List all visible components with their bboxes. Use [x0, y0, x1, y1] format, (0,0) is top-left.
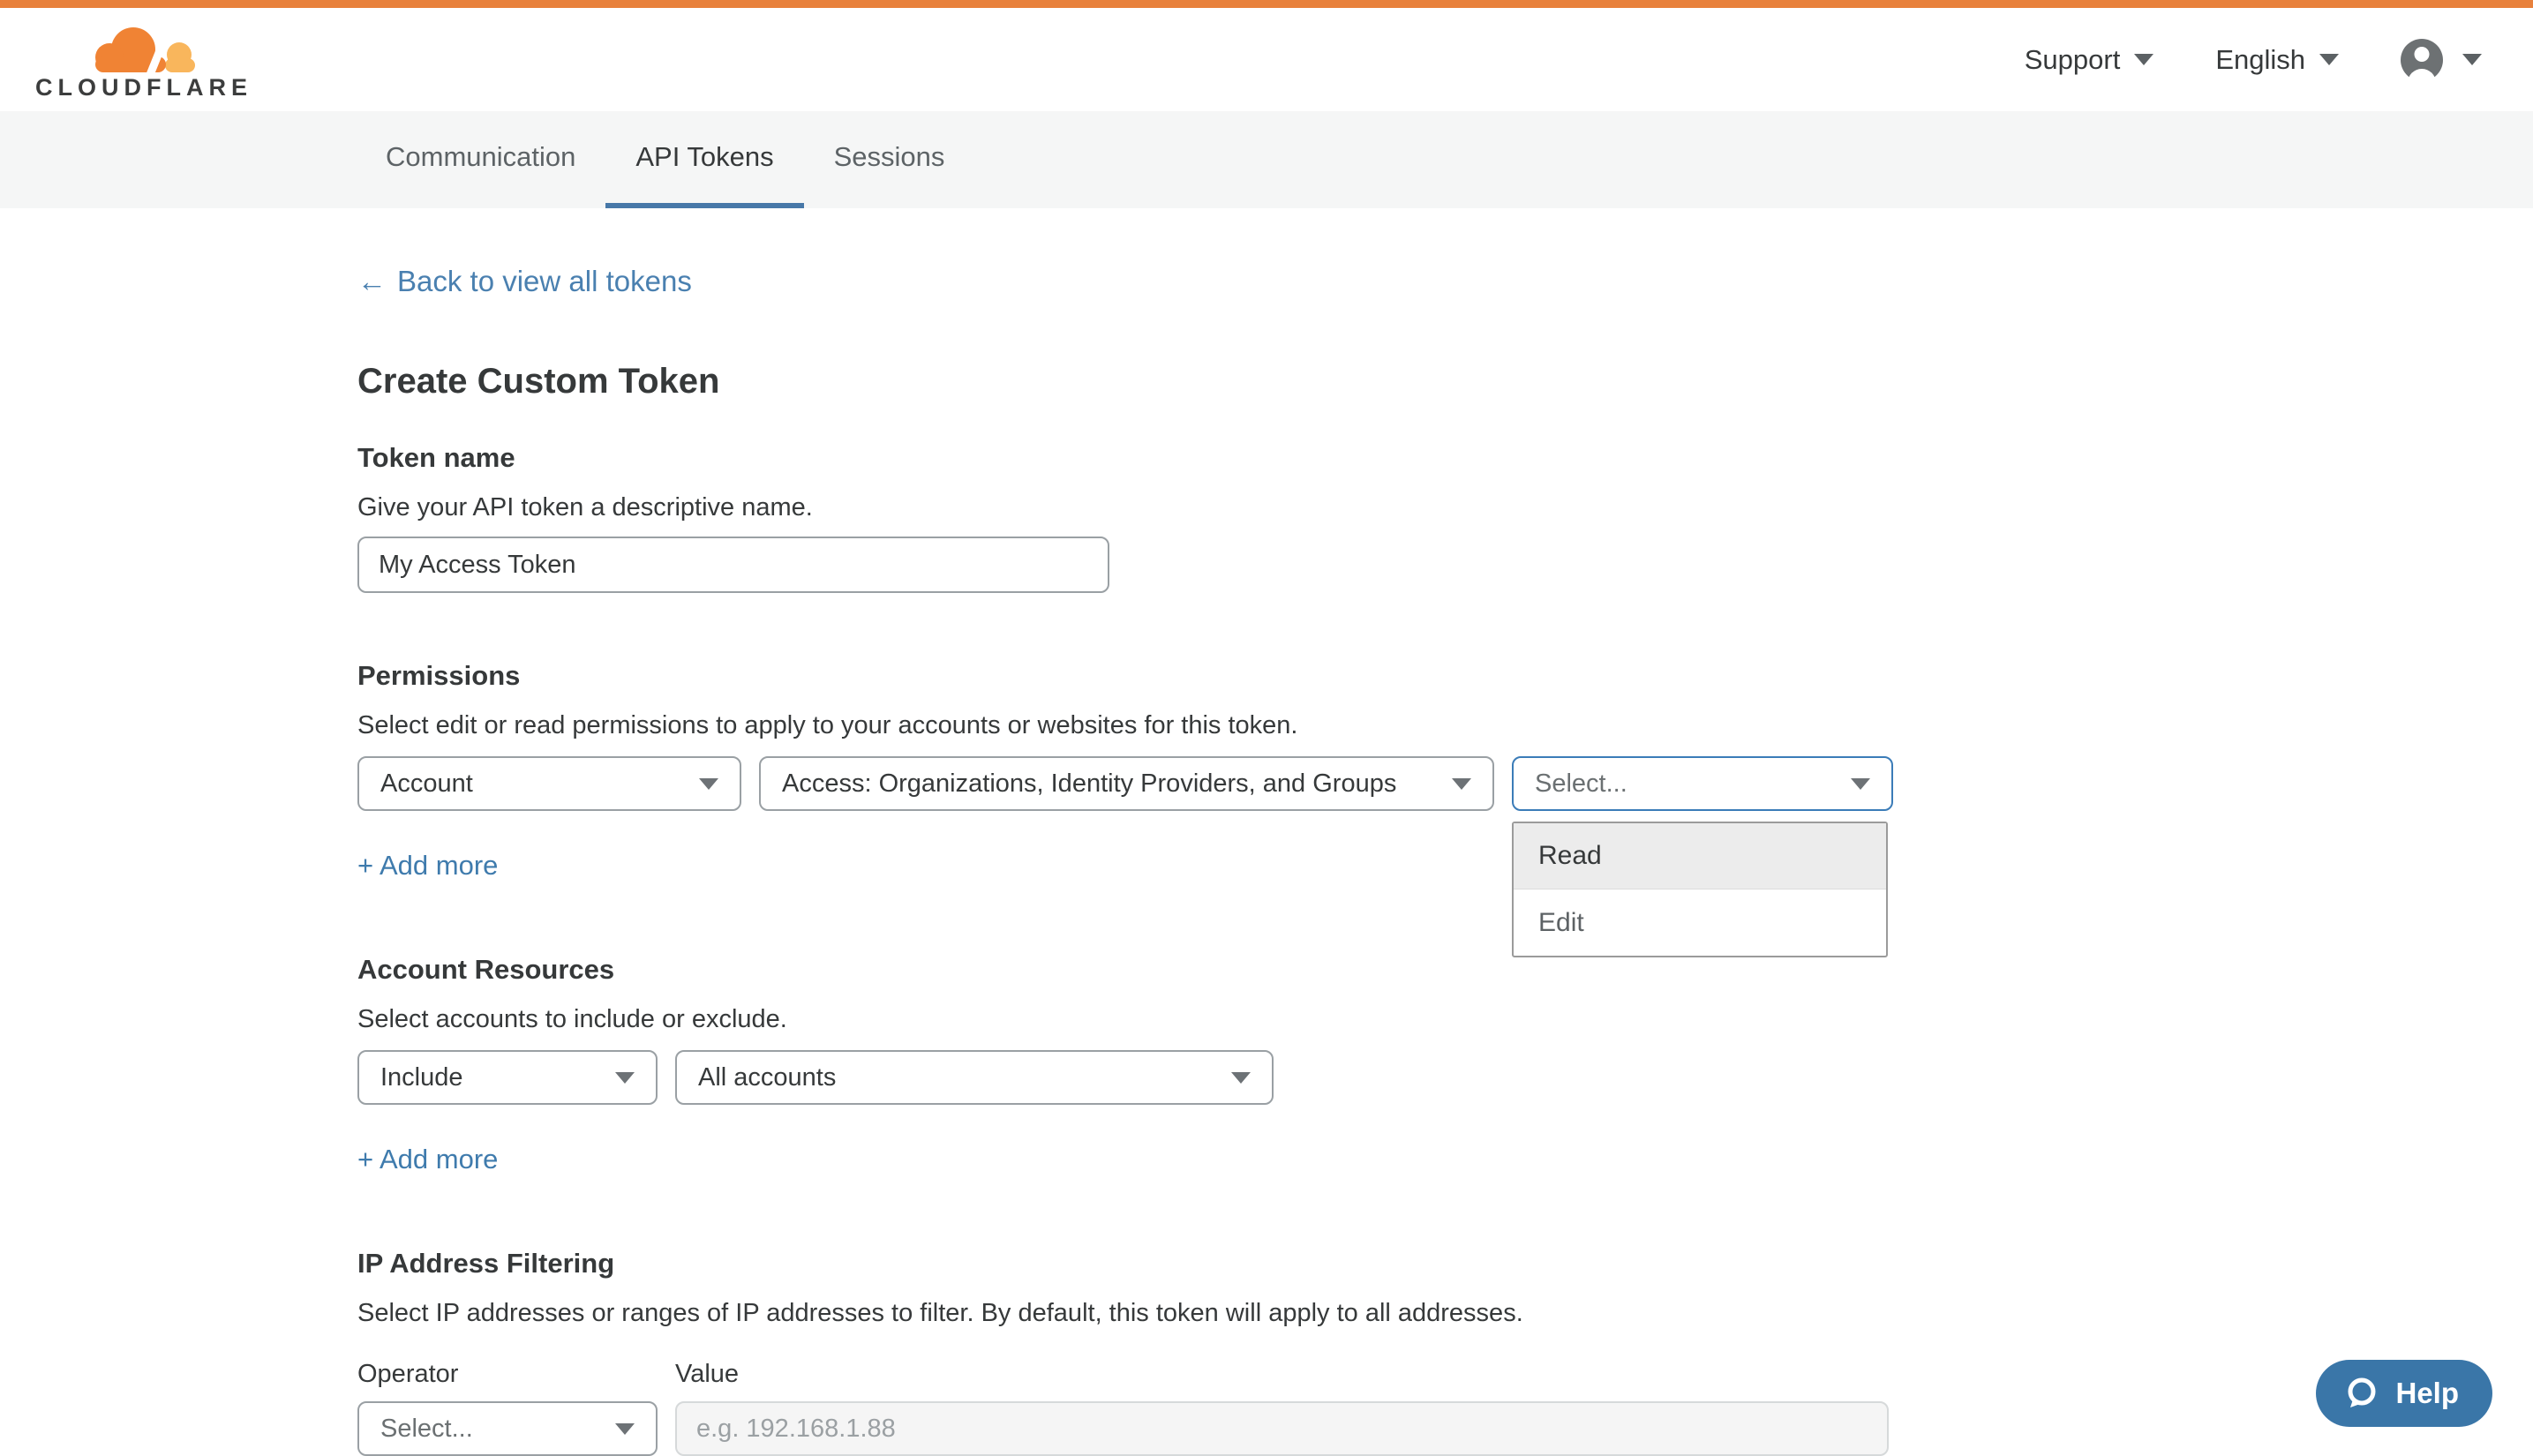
permission-scope-value: Access: Organizations, Identity Providers, and Groups [782, 769, 1397, 798]
language-menu[interactable] [2215, 44, 2339, 76]
cloudflare-cloud-icon [77, 23, 211, 76]
chevron-down-icon [2319, 54, 2339, 65]
permissions-description: Select edit or read permissions to apply to your accounts or websites for this token. [357, 711, 1298, 739]
cloudflare-wordmark: CLOUDFLARE [35, 74, 252, 101]
permission-type-value: Account [380, 769, 473, 798]
back-to-tokens-link[interactable] [357, 265, 692, 298]
ip-operator-placeholder: Select... [380, 1414, 473, 1443]
token-name-description: Give your API token a descriptive name. [357, 493, 813, 522]
ip-operator-select[interactable] [357, 1401, 658, 1456]
ip-value-input[interactable] [675, 1401, 1889, 1456]
cloudflare-logo[interactable] [35, 23, 252, 101]
resource-mode-value: Include [380, 1062, 463, 1092]
resource-accounts-select[interactable] [675, 1050, 1274, 1105]
chevron-down-icon [615, 1423, 635, 1435]
support-label: Support [2024, 43, 2121, 75]
ip-filtering-labels [357, 1360, 2533, 1389]
back-arrow-icon: ← [357, 265, 387, 297]
page-title: Create Custom Token [357, 362, 720, 401]
chat-bubble-icon [2342, 1375, 2379, 1412]
ip-filtering-row [357, 1401, 2533, 1456]
chevron-down-icon [699, 778, 718, 790]
ip-filtering-heading: IP Address Filtering [357, 1248, 615, 1279]
tab-sessions[interactable]: Sessions [833, 141, 945, 172]
chevron-down-icon [2462, 54, 2482, 65]
token-name-heading: Token name [357, 442, 515, 473]
permission-scope-select[interactable] [759, 756, 1494, 811]
tab-bar [0, 111, 2533, 208]
brand-top-bar [0, 0, 2533, 8]
header-controls [2025, 39, 2482, 81]
menu-item-read[interactable]: Read [1514, 823, 1886, 889]
menu-item-edit[interactable]: Edit [1538, 907, 1584, 937]
chevron-down-icon [1231, 1072, 1251, 1084]
chevron-down-icon [1452, 778, 1471, 790]
resource-mode-select[interactable] [357, 1050, 658, 1105]
account-resources-row [357, 1050, 2533, 1105]
account-resources-heading: Account Resources [357, 954, 615, 985]
account-resources-description: Select accounts to include or exclude. [357, 1005, 787, 1033]
account-resources-add-more-link[interactable]: + Add more [357, 1144, 499, 1175]
permissions-heading: Permissions [357, 660, 521, 691]
chevron-down-icon [2134, 54, 2153, 65]
permission-level-select[interactable] [1512, 756, 1893, 811]
chevron-down-icon [615, 1072, 635, 1084]
account-menu[interactable] [2401, 39, 2482, 81]
token-name-input[interactable] [357, 537, 1109, 593]
header [0, 8, 2533, 111]
support-menu[interactable] [2025, 44, 2154, 76]
permissions-add-more-link[interactable]: + Add more [357, 850, 499, 881]
help-button[interactable] [2316, 1360, 2492, 1427]
resource-accounts-value: All accounts [698, 1062, 837, 1092]
value-label: Value [675, 1360, 740, 1388]
operator-label: Operator [357, 1360, 459, 1388]
user-avatar-icon [2401, 39, 2443, 81]
tab-api-tokens[interactable]: API Tokens [605, 111, 803, 208]
permission-level-select-wrap [1512, 756, 1893, 937]
back-link-label: Back to view all tokens [397, 265, 692, 297]
language-label: English [2215, 43, 2305, 75]
permission-type-select[interactable] [357, 756, 741, 811]
ip-filtering-description: Select IP addresses or ranges of IP addresses to filter. By default, this token will apply to all addresses. [357, 1299, 1523, 1327]
chevron-down-icon [1851, 778, 1870, 790]
permission-level-menu [1512, 822, 1888, 957]
help-button-label: Help [2395, 1377, 2459, 1409]
main-content [0, 208, 2533, 1456]
tab-communication[interactable]: Communication [386, 141, 576, 172]
permission-level-placeholder: Select... [1535, 769, 1627, 798]
